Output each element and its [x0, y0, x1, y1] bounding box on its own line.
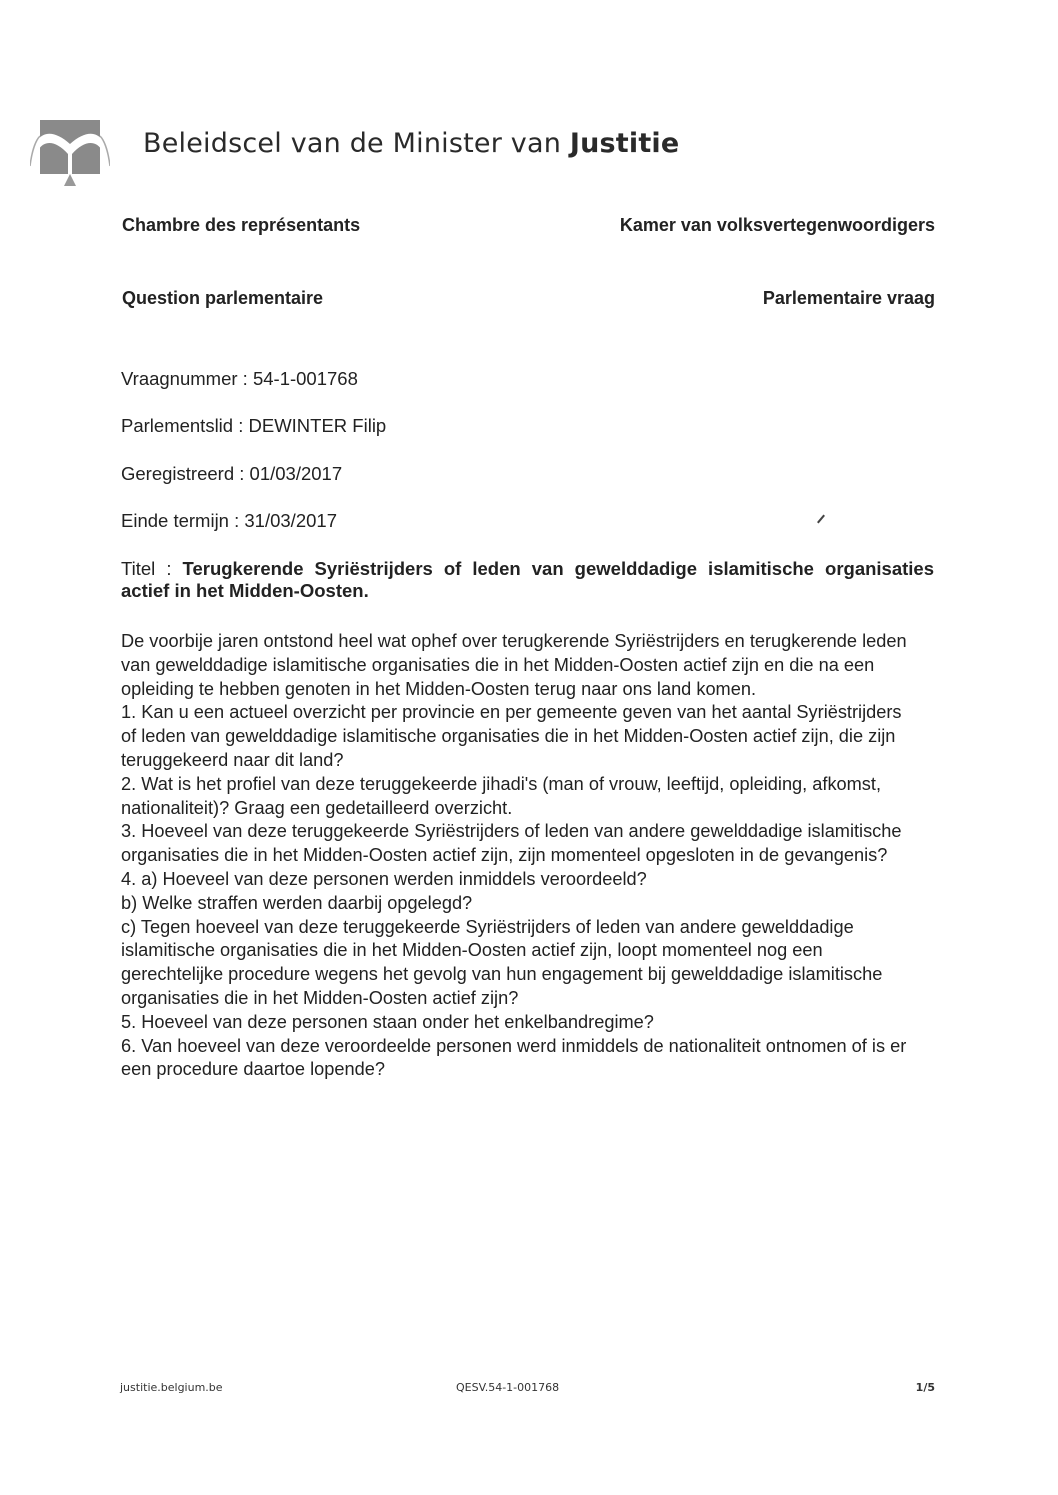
meta-value: DEWINTER Filip: [248, 415, 387, 436]
question-item: 3. Hoeveel van deze teruggekeerde Syriëstrijders of leden van andere gewelddadige islamitische organisaties die in het Midden-Oosten actief zijn, zijn momenteel opgesloten in de gevangenis?: [121, 821, 902, 866]
meta-value: 31/03/2017: [244, 510, 337, 531]
meta-value: 01/03/2017: [249, 463, 343, 484]
question-body: [121, 630, 921, 1082]
intro-paragraph: De voorbije jaren ontstond heel wat ophef over terugkerende Syriëstrijders en terugkerende leden van gewelddadige islamitische organisaties die in het Midden-Oosten actief zijn en die na een opleiding te hebben genoten in het Midden-Oosten terug naar ons land komen.: [121, 631, 907, 699]
question-item: 1. Kan u een actueel overzicht per provincie en per gemeente geven van het aantal Syriëstrijders of leden van gewelddadige islamitische organisaties die in het Midden-Oosten actief zijn, die zijn teruggekeerd naar dit land?: [121, 702, 902, 770]
question-item: 4. a) Hoeveel van deze personen werden inmiddels veroordeeld?: [121, 868, 647, 889]
meta-label: Geregistreerd: [121, 463, 235, 484]
meta-value: 54-1-001768: [252, 368, 358, 389]
question-item: b) Welke straffen werden daarbij opgelegd?: [121, 892, 473, 913]
question-item: 6. Van hoeveel van deze veroordeelde personen werd inmiddels de nationaliteit ontnomen of is er een procedure daartoe lopende?: [121, 1035, 907, 1080]
meta-label: Einde termijn: [121, 510, 229, 531]
ministry-brand-title: [143, 128, 679, 159]
justice-ministry-logo-icon: [30, 116, 110, 188]
question-item: 5. Hoeveel van deze personen staan onder het enkelbandregime?: [121, 1011, 654, 1032]
footer-page-number: 1/5: [915, 1381, 935, 1394]
fr-chamber-heading: Chambre des représentants: [122, 215, 361, 235]
question-item: c) Tegen hoeveel van deze teruggekeerde Syriëstrijders of leden van andere gewelddadige islamitische organisaties die in het Midden-Oosten actief zijn, loopt momenteel nog een gerechtelijke procedure wegens het gevolg van hun engagement bij gewelddadige islamitische organisaties die in het Midden-Oosten actief zijn?: [121, 916, 883, 1008]
nl-question-heading: Parlementaire vraag: [762, 288, 935, 308]
question-title: [121, 558, 934, 602]
meta-registered: Geregistreerd : 01/03/2017: [121, 463, 343, 484]
fr-question-heading: Question parlementaire: [122, 288, 324, 308]
meta-deadline: Einde termijn : 31/03/2017: [121, 510, 337, 531]
brand-prefix: Beleidscel van de Minister van: [143, 128, 570, 159]
footer-reference: QESV.54-1-001768: [456, 1381, 560, 1394]
meta-label: Parlementslid: [121, 415, 234, 436]
meta-label: Vraagnummer: [121, 368, 238, 389]
nl-chamber-heading: Kamer van volksvertegenwoordigers: [619, 215, 935, 235]
question-item: 2. Wat is het profiel van deze teruggekeerde jihadi's (man of vrouw, leeftijd, opleiding, afkomst, nationaliteit)? Graag een gedetailleerd overzicht.: [121, 773, 882, 818]
meta-question-number: Vraagnummer : 54-1-001768: [121, 368, 358, 389]
meta-member: Parlementslid : DEWINTER Filip: [121, 415, 387, 436]
footer-website: justitie.belgium.be: [120, 1381, 223, 1394]
brand-bold: Justitie: [569, 128, 680, 159]
title-text: Terugkerende Syriëstrijders of leden van gewelddadige islamitische organisaties actief in het Midden-Oosten.: [121, 558, 935, 601]
title-label: Titel :: [121, 558, 172, 579]
scan-mark: [817, 515, 825, 524]
